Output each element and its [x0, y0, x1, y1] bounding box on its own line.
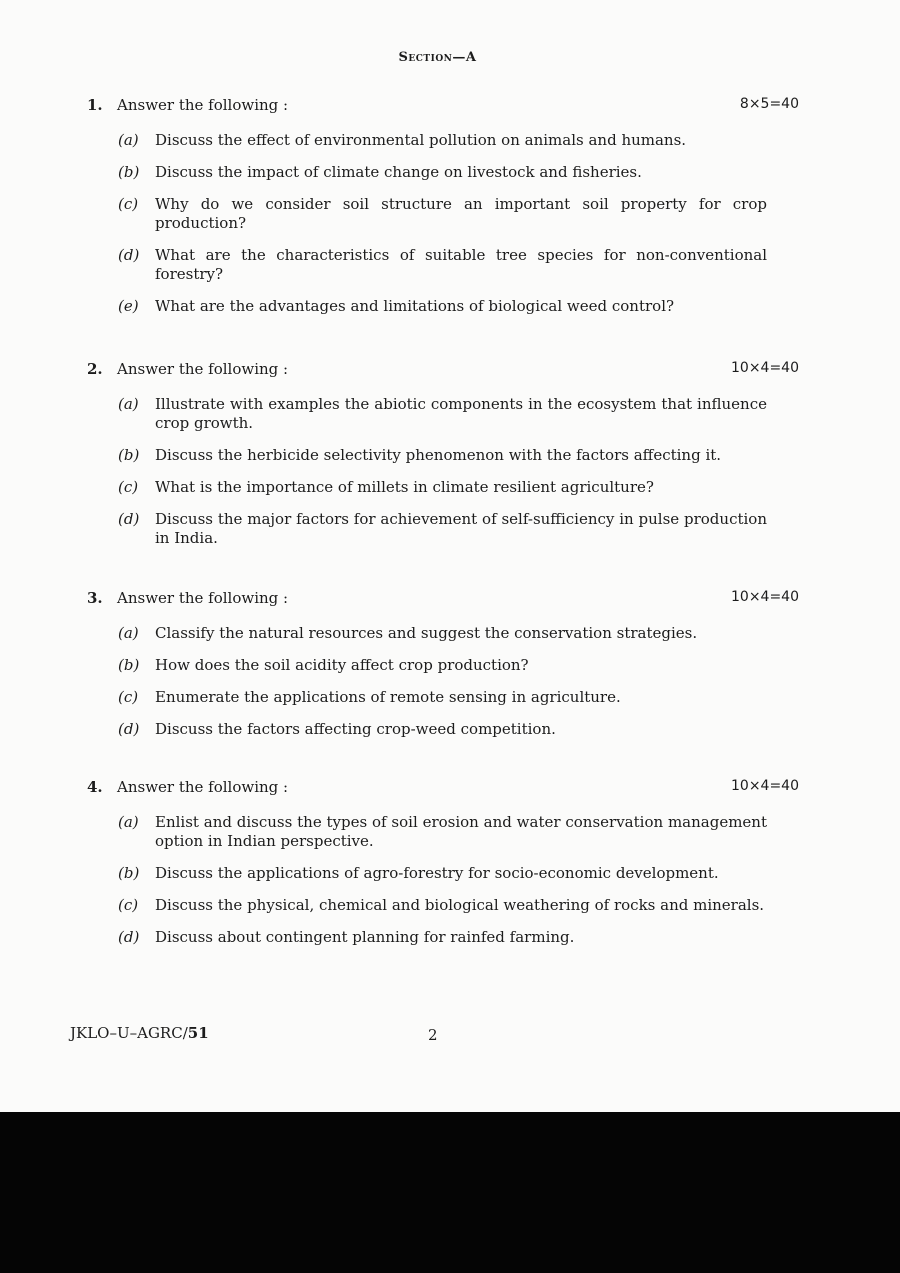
sub-question-text: Discuss the herbicide selectivity phenomenon with the factors affecting it. — [155, 446, 722, 464]
sub-question — [0, 510, 900, 548]
sub-question-label: (c) — [118, 688, 139, 706]
question-number: 4. — [87, 778, 103, 796]
sub-question-text: Classify the natural resources and suggest the conservation strategies. — [155, 624, 698, 642]
sub-question-label: (b) — [118, 446, 140, 464]
question-instruction: Answer the following : — [117, 589, 289, 607]
sub-question-text: Discuss the applications of agro-forestry for socio-economic development. — [155, 864, 719, 882]
sub-question — [0, 131, 900, 150]
sub-question-label: (a) — [118, 131, 139, 149]
sub-question — [0, 395, 900, 433]
sub-question — [0, 246, 900, 284]
sub-question — [0, 478, 900, 497]
sub-question-label: (d) — [118, 246, 140, 264]
sub-question-label: (d) — [118, 510, 140, 528]
sub-question-text: Discuss the effect of environmental pollution on animals and humans. — [155, 131, 687, 149]
paper-code-suffix: 51 — [187, 1024, 209, 1042]
sub-question-label: (d) — [118, 928, 140, 946]
sub-question-text: Discuss the physical, chemical and biological weathering of rocks and minerals. — [155, 896, 765, 914]
sub-question — [0, 656, 900, 675]
sub-question-label: (d) — [118, 720, 140, 738]
sub-question-text: What are the advantages and limitations of biological weed control? — [155, 297, 675, 315]
sub-question — [0, 297, 900, 316]
sub-question — [0, 163, 900, 182]
question-2 — [0, 360, 900, 548]
sub-question-label: (c) — [118, 896, 139, 914]
sub-question-text: Enlist and discuss the types of soil erosion and water conservation management option in Indian perspective. — [155, 813, 767, 850]
question-instruction: Answer the following : — [117, 778, 289, 796]
sub-question-label: (b) — [118, 864, 140, 882]
sub-question-text: Discuss the impact of climate change on livestock and fisheries. — [155, 163, 642, 181]
sub-question — [0, 896, 900, 915]
section-title: Section—A — [398, 50, 477, 65]
sub-question-label: (a) — [118, 813, 139, 831]
question-number: 1. — [87, 96, 103, 114]
question-number: 2. — [87, 360, 103, 378]
sub-question-label: (b) — [118, 163, 140, 181]
sub-question-label: (a) — [118, 624, 139, 642]
question-marks: 10×4=40 — [731, 589, 799, 605]
question-number: 3. — [87, 589, 103, 607]
sub-question-text: Discuss about contingent planning for rainfed farming. — [155, 928, 575, 946]
sub-question-text: Enumerate the applications of remote sensing in agriculture. — [155, 688, 621, 706]
sub-question — [0, 928, 900, 947]
paper-code — [70, 1024, 209, 1042]
sub-question-label: (c) — [118, 195, 139, 213]
sub-question — [0, 688, 900, 707]
question-marks: 8×5=40 — [739, 96, 799, 112]
question-header — [0, 96, 900, 118]
sub-question-text: How does the soil acidity affect crop production? — [155, 656, 529, 674]
page-number: 2 — [428, 1026, 438, 1044]
sub-question-text: Illustrate with examples the abiotic components in the ecosystem that influence crop growth. — [155, 395, 767, 432]
question-marks: 10×4=40 — [731, 778, 799, 794]
question-instruction: Answer the following : — [117, 96, 289, 114]
question-4 — [0, 778, 900, 947]
sub-question-label: (b) — [118, 656, 140, 674]
sub-question-text: Discuss the major factors for achievement of self-sufficiency in pulse production in India. — [155, 510, 767, 547]
sub-question — [0, 624, 900, 643]
paper-code-prefix: JKLO–U–AGRC/ — [70, 1024, 188, 1042]
sub-question-text: Why do we consider soil structure an important soil property for crop production? — [155, 195, 767, 232]
sub-question — [0, 813, 900, 851]
sub-question-label: (c) — [118, 478, 139, 496]
sub-question-label: (a) — [118, 395, 139, 413]
sub-question-label: (e) — [118, 297, 139, 315]
question-3 — [0, 589, 900, 739]
sub-question-text: What is the importance of millets in climate resilient agriculture? — [155, 478, 654, 496]
sub-question-text: What are the characteristics of suitable tree species for non-conventional forestry? — [155, 246, 767, 283]
question-marks: 10×4=40 — [731, 360, 799, 376]
sub-question — [0, 195, 900, 233]
question-header — [0, 589, 900, 611]
question-1 — [0, 96, 900, 316]
question-instruction: Answer the following : — [117, 360, 289, 378]
sub-question — [0, 446, 900, 465]
scanner-dark-border — [0, 1112, 900, 1273]
question-header — [0, 778, 900, 800]
sub-question — [0, 720, 900, 739]
question-header — [0, 360, 900, 382]
sub-question — [0, 864, 900, 883]
sub-question-text: Discuss the factors affecting crop-weed competition. — [155, 720, 556, 738]
